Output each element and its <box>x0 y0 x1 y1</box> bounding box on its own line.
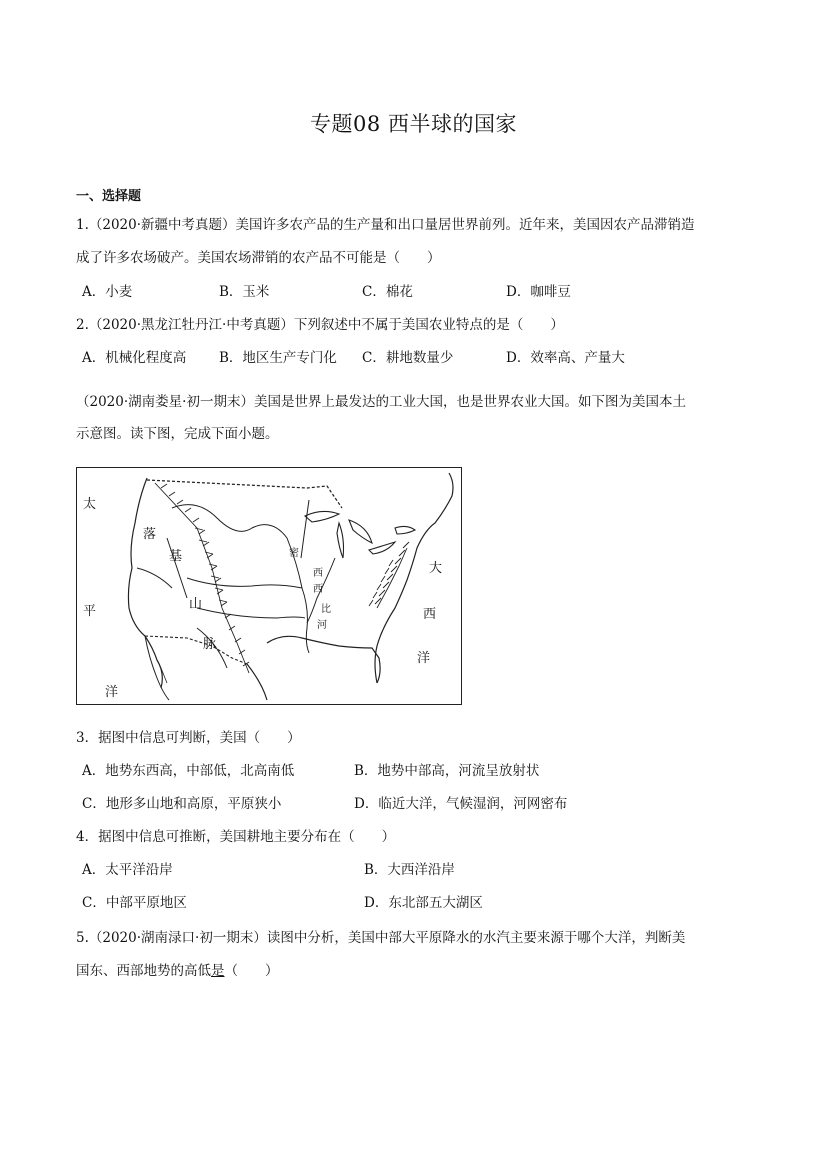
map-label-mi: 密 <box>289 548 299 559</box>
map-label-xi-east: 西 <box>423 607 437 622</box>
west-coastline <box>128 478 162 688</box>
question-2-option-d: D．效率高、产量大 <box>506 350 625 366</box>
question-2-option-b: B．地区生产专门化 <box>219 350 337 366</box>
map-label-ping: 平 <box>83 604 97 619</box>
map-label-shan: 山 <box>189 597 203 612</box>
question-1-text-cont: 成了许多农场破产。美国农场滞销的农产品不可能是（ ） <box>76 250 441 266</box>
question-4-option-a: A．太平洋沿岸 <box>82 862 173 878</box>
question-1-option-c: C．棉花 <box>362 284 413 300</box>
map-label-yang-west: 洋 <box>105 685 119 700</box>
map-label-xi2: 西 <box>313 584 323 595</box>
baja-peninsula <box>145 636 169 700</box>
section-heading: 一、选择题 <box>76 189 142 204</box>
northern-border-line <box>147 480 342 508</box>
question-3-option-a: A．地势东西高，中部低，北高南低 <box>82 763 295 779</box>
question-2-option-a: A．机械化程度高 <box>82 350 187 366</box>
map-label-da: 大 <box>429 561 443 576</box>
question-1-text: 1.（2020·新疆中考真题）美国许多农产品的生产量和出口量居世界前列。近年来，美国因农产品滞销造 <box>76 217 695 233</box>
gulf-coastline <box>247 636 380 700</box>
question-5-text-part-c: （ ） <box>224 963 279 979</box>
great-lakes <box>305 511 415 558</box>
question-5-text-part-a: 国东、西部地势的高低 <box>76 963 211 979</box>
question-3-option-d: D．临近大洋，气候湿润，河网密布 <box>354 796 568 812</box>
question-4-text: 4．据图中信息可推断，美国耕地主要分布在（ ） <box>76 829 396 845</box>
question-3-text: 3．据图中信息可判断，美国（ ） <box>76 730 301 746</box>
rocky-mountains-hatch <box>155 483 249 673</box>
question-4-option-c: C．中部平原地区 <box>82 895 187 911</box>
map-label-mai: 脉 <box>203 637 217 652</box>
question-1-option-b: B．玉米 <box>219 284 270 300</box>
map-label-tai: 太 <box>83 497 97 512</box>
question-3-option-b: B．地势中部高，河流呈放射状 <box>354 763 540 779</box>
rivers <box>137 500 335 668</box>
map-label-yang-east: 洋 <box>417 651 431 666</box>
map-label-bi: 比 <box>321 604 331 615</box>
usa-map-drawing <box>77 468 460 703</box>
passage-text: （2020·湖南娄星·初一期末）美国是世界上最发达的工业大国，也是世界农业大国。如下图为美国本土 <box>76 394 686 410</box>
page-title: 专题08 西半球的国家 <box>310 112 517 136</box>
question-4-option-b: B．大西洋沿岸 <box>364 862 455 878</box>
question-5-text-part-b: 是 <box>211 963 225 979</box>
question-5-text: 5.（2020·湖南渌口·初一期末）读图中分析，美国中部大平原降水的水汽主要来源于哪个大洋，判断美 <box>76 930 686 946</box>
map-label-xi1: 西 <box>313 568 323 579</box>
question-2-text: 2.（2020·黑龙江牡丹江·中考真题）下列叙述中不属于美国农业特点的是（ ） <box>76 317 564 333</box>
map-label-ji: 基 <box>169 549 183 564</box>
question-4-option-d: D．东北部五大湖区 <box>364 895 483 911</box>
map-label-luo: 落 <box>143 527 157 542</box>
usa-map-figure <box>76 467 462 705</box>
question-5-text-cont <box>76 961 279 981</box>
question-2-option-c: C．耕地数量少 <box>362 350 454 366</box>
question-1-option-a: A．小麦 <box>82 284 133 300</box>
question-1-option-d: D．咖啡豆 <box>506 284 571 300</box>
question-3-option-c: C．地形多山地和高原，平原狭小 <box>82 796 282 812</box>
map-label-he: 河 <box>317 620 327 631</box>
passage-text-cont: 示意图。读下图，完成下面小题。 <box>76 426 279 442</box>
appalachian-mountains-hatch <box>369 542 409 608</box>
east-coastline <box>375 473 453 683</box>
southern-border-line <box>145 636 247 664</box>
